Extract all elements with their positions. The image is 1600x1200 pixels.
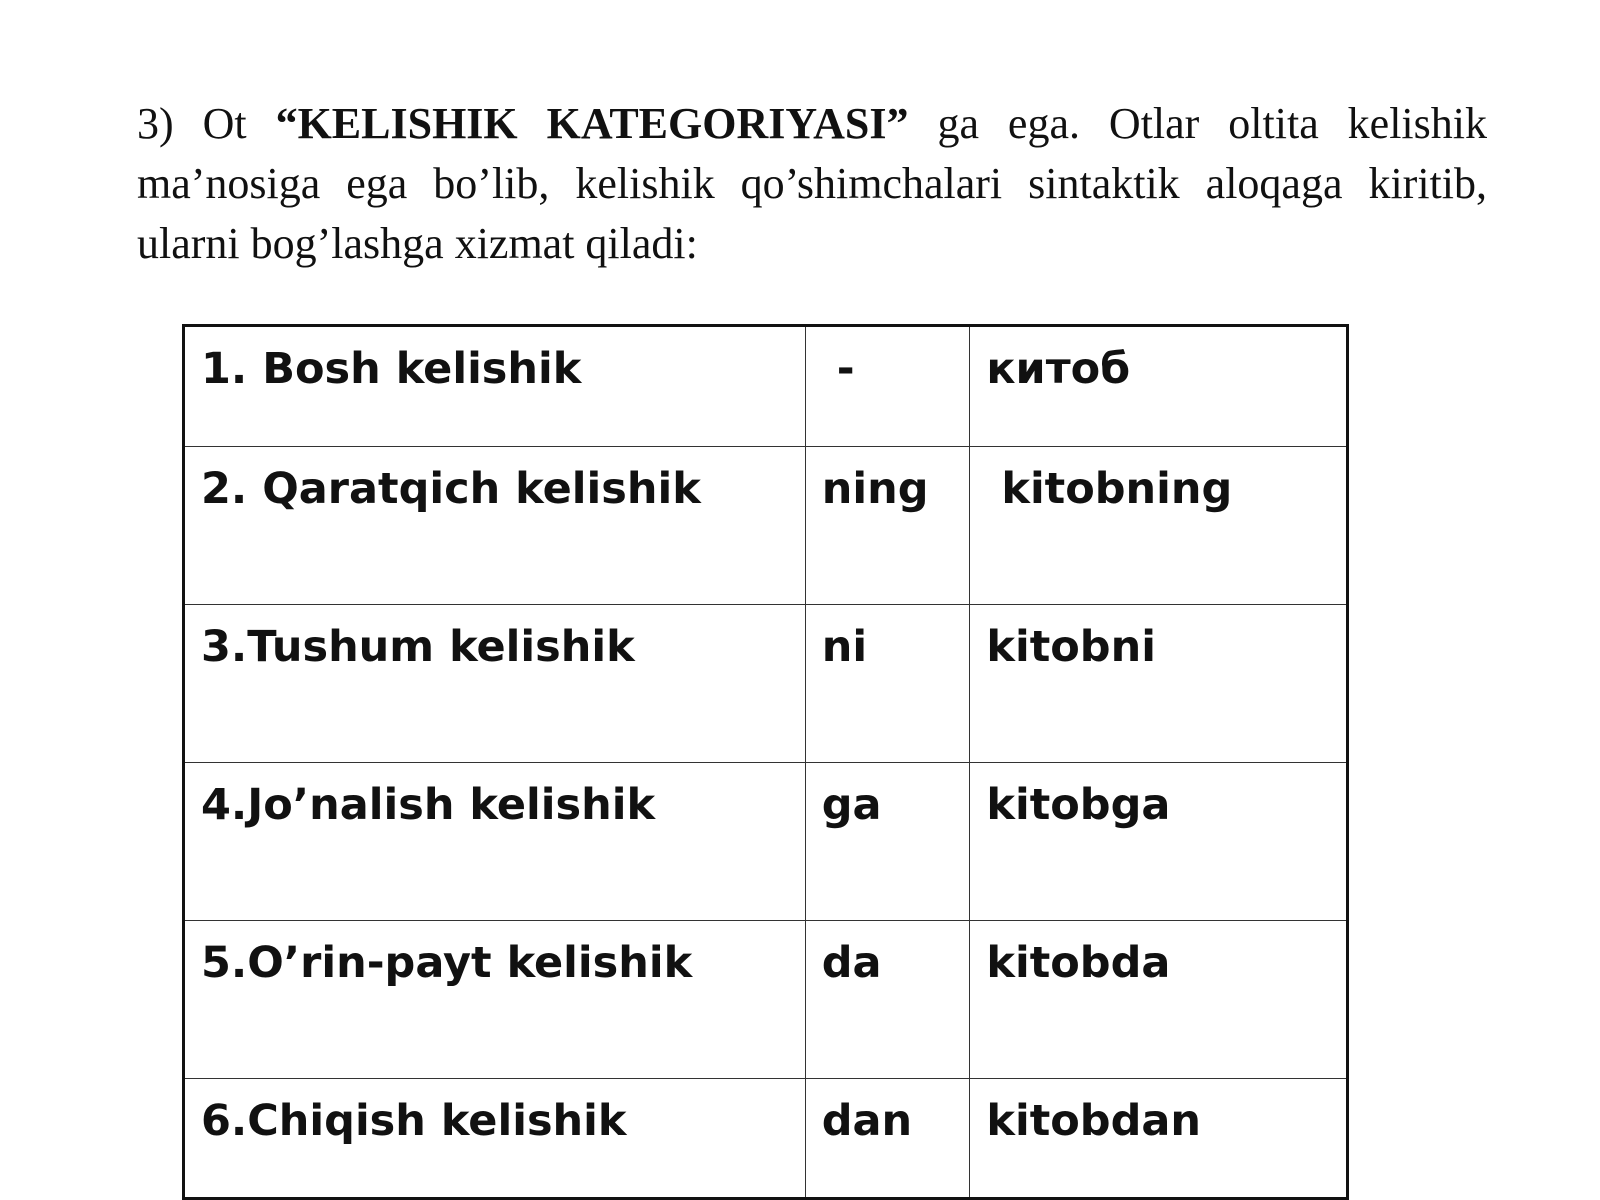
table-row — [184, 1079, 1348, 1199]
case-example-cell: китоб — [970, 326, 1348, 447]
case-suffix-cell: da — [805, 921, 970, 1079]
intro-lead: 3) Ot — [137, 99, 276, 148]
case-name-cell: 4.Jo’nalish kelishik — [184, 763, 806, 921]
case-example-cell: kitobdan — [970, 1079, 1348, 1199]
table-row — [184, 605, 1348, 763]
case-name-cell: 5.O’rin-payt kelishik — [184, 921, 806, 1079]
case-example-cell: kitobni — [970, 605, 1348, 763]
table-row — [184, 326, 1348, 447]
case-suffix-cell: ning — [805, 447, 970, 605]
case-name-cell: 6.Chiqish kelishik — [184, 1079, 806, 1199]
intro-term: “KELISHIK KATEGORIYASI” — [275, 99, 909, 148]
case-example-cell: kitobning — [970, 447, 1348, 605]
case-name-cell: 3.Tushum kelishik — [184, 605, 806, 763]
table-row — [184, 447, 1348, 605]
table-row — [184, 921, 1348, 1079]
intro-paragraph — [137, 94, 1487, 274]
case-suffix-cell: - — [805, 326, 970, 447]
case-suffix-cell: ni — [805, 605, 970, 763]
table-row — [184, 763, 1348, 921]
case-name-cell: 2. Qaratqich kelishik — [184, 447, 806, 605]
case-example-cell: kitobga — [970, 763, 1348, 921]
case-table — [182, 324, 1349, 1200]
case-name-cell: 1. Bosh kelishik — [184, 326, 806, 447]
case-example-cell: kitobda — [970, 921, 1348, 1079]
case-suffix-cell: ga — [805, 763, 970, 921]
case-suffix-cell: dan — [805, 1079, 970, 1199]
intro-rest: ga ega. Otlar oltita kelishik ma’nosiga ega bo’lib, kelishik qo’shimchalari sintaktik aloqaga kiritib, ularni bog’lashga xizmat qiladi: — [137, 99, 1487, 268]
